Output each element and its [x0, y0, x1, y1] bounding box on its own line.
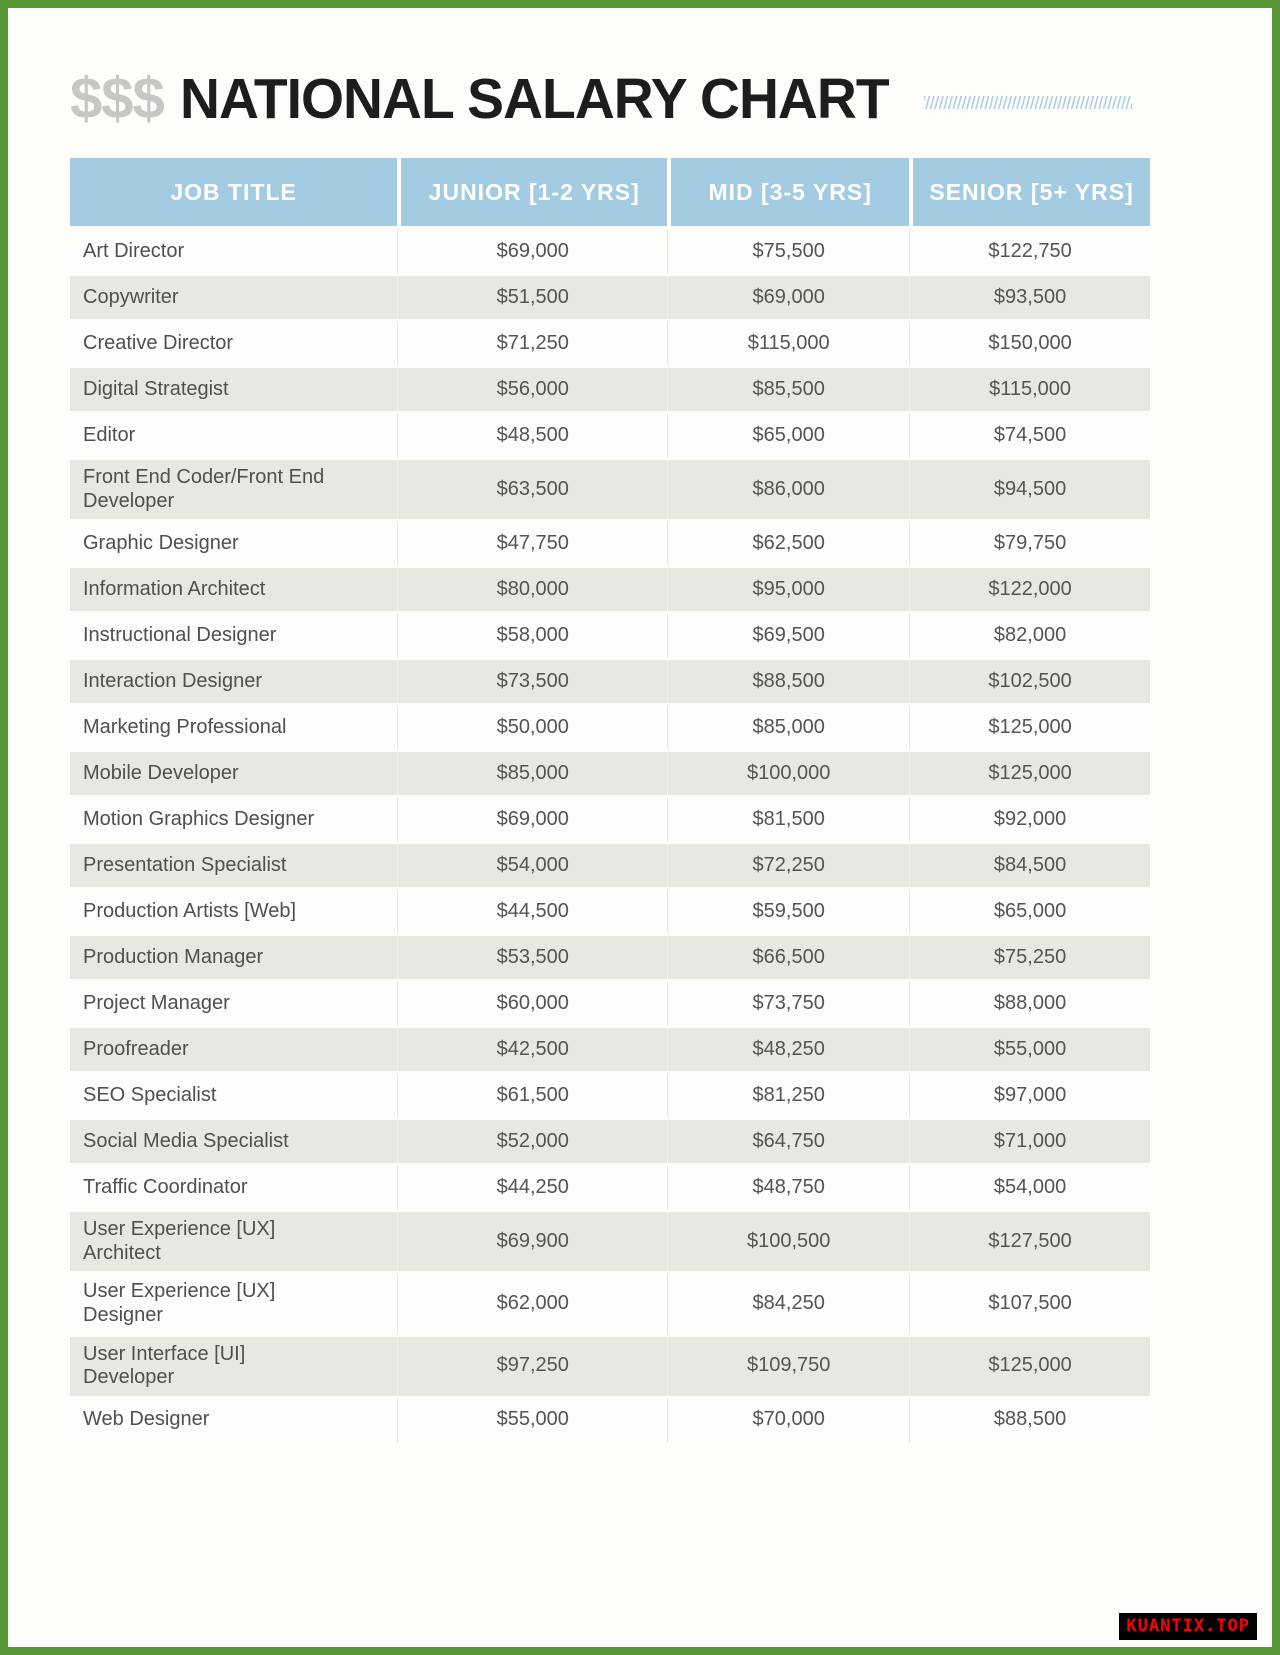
job-title-cell: Traffic Coordinator [83, 1175, 248, 1198]
page-header [70, 66, 1272, 131]
job-title-cell: Presentation Specialist [83, 853, 287, 876]
job-title-cell: User Experience [UX] Designer [83, 1280, 276, 1326]
salary-cell: $85,000 [667, 706, 909, 749]
job-title-cell: Graphic Designer [83, 531, 239, 554]
salary-cell: $53,500 [397, 936, 667, 979]
job-title-cell: User Experience [UX] Architect [83, 1218, 276, 1264]
table-row [70, 798, 1150, 841]
column-header-mid: MID [3-5 YRS] [667, 158, 909, 226]
salary-cell: $69,000 [397, 230, 667, 273]
table-row [70, 1337, 1150, 1396]
dollar-signs-icon: $$$ [70, 66, 164, 131]
table-row [70, 522, 1150, 565]
job-title-cell: Proofreader [83, 1037, 189, 1060]
salary-cell: $64,750 [667, 1120, 909, 1163]
salary-cell: $93,500 [909, 276, 1150, 319]
salary-cell: $84,250 [667, 1274, 909, 1333]
salary-cell: $56,000 [397, 368, 667, 411]
table-row [70, 982, 1150, 1025]
salary-cell: $58,000 [397, 614, 667, 657]
salary-cell: $97,250 [397, 1337, 667, 1396]
salary-cell: $48,250 [667, 1028, 909, 1071]
salary-cell: $44,250 [397, 1166, 667, 1209]
salary-cell: $60,000 [397, 982, 667, 1025]
salary-cell: $122,000 [909, 568, 1150, 611]
salary-cell: $125,000 [909, 706, 1150, 749]
column-header-junior: JUNIOR [1-2 YRS] [397, 158, 667, 226]
salary-table [70, 158, 1150, 1442]
salary-cell: $63,500 [397, 460, 667, 519]
salary-cell: $95,000 [667, 568, 909, 611]
salary-cell: $109,750 [667, 1337, 909, 1396]
salary-cell: $92,000 [909, 798, 1150, 841]
salary-cell: $86,000 [667, 460, 909, 519]
salary-cell: $48,500 [397, 414, 667, 457]
salary-cell: $52,000 [397, 1120, 667, 1163]
table-row [70, 1074, 1150, 1117]
salary-cell: $59,500 [667, 890, 909, 933]
table-row [70, 1028, 1150, 1071]
job-title-cell: SEO Specialist [83, 1083, 217, 1106]
table-row [70, 230, 1150, 273]
job-title-cell: Project Manager [83, 991, 230, 1014]
salary-cell: $70,000 [667, 1399, 909, 1442]
salary-cell: $66,500 [667, 936, 909, 979]
salary-cell: $50,000 [397, 706, 667, 749]
salary-cell: $55,000 [909, 1028, 1150, 1071]
salary-cell: $85,000 [397, 752, 667, 795]
salary-cell: $75,250 [909, 936, 1150, 979]
salary-cell: $94,500 [909, 460, 1150, 519]
salary-cell: $47,750 [397, 522, 667, 565]
watermark: KUANTIX.TOP [1119, 1613, 1257, 1640]
salary-cell: $107,500 [909, 1274, 1150, 1333]
column-header-senior: SENIOR [5+ YRS] [909, 158, 1150, 226]
table-row [70, 890, 1150, 933]
table-row [70, 1120, 1150, 1163]
page-title: NATIONAL SALARY CHART [179, 66, 889, 131]
salary-cell: $62,000 [397, 1274, 667, 1333]
salary-cell: $48,750 [667, 1166, 909, 1209]
salary-cell: $127,500 [909, 1212, 1150, 1271]
table-row [70, 460, 1150, 519]
table-header-row [70, 158, 1150, 226]
salary-cell: $42,500 [397, 1028, 667, 1071]
table-row [70, 660, 1150, 703]
table-row [70, 1399, 1150, 1442]
table-row [70, 568, 1150, 611]
salary-cell: $69,000 [397, 798, 667, 841]
salary-cell: $73,500 [397, 660, 667, 703]
salary-cell: $65,000 [909, 890, 1150, 933]
table-row [70, 706, 1150, 749]
salary-cell: $85,500 [667, 368, 909, 411]
table-body [70, 230, 1150, 1442]
salary-cell: $54,000 [909, 1166, 1150, 1209]
salary-cell: $102,500 [909, 660, 1150, 703]
salary-cell: $115,000 [667, 322, 909, 365]
salary-cell: $88,500 [667, 660, 909, 703]
job-title-cell: Social Media Specialist [83, 1129, 289, 1152]
salary-cell: $55,000 [397, 1399, 667, 1442]
salary-cell: $71,250 [397, 322, 667, 365]
salary-cell: $73,750 [667, 982, 909, 1025]
salary-cell: $54,000 [397, 844, 667, 887]
salary-cell: $62,500 [667, 522, 909, 565]
column-header-job-title: JOB TITLE [70, 158, 397, 226]
table-row [70, 1274, 1150, 1333]
table-row [70, 368, 1150, 411]
job-title-cell: Copywriter [83, 285, 179, 308]
salary-cell: $69,000 [667, 276, 909, 319]
table-row [70, 936, 1150, 979]
table-row [70, 276, 1150, 319]
job-title-cell: Production Artists [Web] [83, 899, 297, 922]
salary-cell: $51,500 [397, 276, 667, 319]
table-row [70, 1166, 1150, 1209]
job-title-cell: Instructional Designer [83, 623, 277, 646]
table-row [70, 1212, 1150, 1271]
job-title-cell: User Interface [UI] Developer [83, 1342, 246, 1389]
salary-cell: $122,750 [909, 230, 1150, 273]
job-title-cell: Digital Strategist [83, 377, 229, 400]
table-row [70, 414, 1150, 457]
salary-cell: $69,500 [667, 614, 909, 657]
salary-cell: $97,000 [909, 1074, 1150, 1117]
salary-cell: $82,000 [909, 614, 1150, 657]
job-title-cell: Information Architect [83, 577, 266, 600]
salary-cell: $74,500 [909, 414, 1150, 457]
table-row [70, 844, 1150, 887]
salary-cell: $125,000 [909, 752, 1150, 795]
job-title-cell: Art Director [83, 239, 185, 262]
salary-cell: $80,000 [397, 568, 667, 611]
salary-cell: $65,000 [667, 414, 909, 457]
job-title-cell: Marketing Professional [83, 715, 287, 738]
salary-cell: $81,500 [667, 798, 909, 841]
job-title-cell: Production Manager [83, 945, 264, 968]
job-title-cell: Motion Graphics Designer [83, 807, 315, 830]
job-title-cell: Front End Coder/Front End Developer [83, 466, 325, 512]
salary-cell: $61,500 [397, 1074, 667, 1117]
salary-cell: $150,000 [909, 322, 1150, 365]
job-title-cell: Interaction Designer [83, 669, 262, 692]
salary-cell: $79,750 [909, 522, 1150, 565]
wave-decoration-icon [924, 96, 1132, 109]
table-row [70, 752, 1150, 795]
salary-cell: $84,500 [909, 844, 1150, 887]
salary-cell: $125,000 [909, 1337, 1150, 1396]
salary-cell: $69,900 [397, 1212, 667, 1271]
salary-cell: $44,500 [397, 890, 667, 933]
salary-cell: $115,000 [909, 368, 1150, 411]
salary-cell: $71,000 [909, 1120, 1150, 1163]
job-title-cell: Creative Director [83, 331, 234, 354]
job-title-cell: Editor [83, 423, 136, 446]
salary-cell: $100,000 [667, 752, 909, 795]
job-title-cell: Web Designer [83, 1408, 210, 1431]
salary-cell: $88,500 [909, 1399, 1150, 1442]
salary-cell: $75,500 [667, 230, 909, 273]
table-row [70, 614, 1150, 657]
salary-cell: $88,000 [909, 982, 1150, 1025]
job-title-cell: Mobile Developer [83, 761, 239, 784]
salary-cell: $100,500 [667, 1212, 909, 1271]
salary-cell: $81,250 [667, 1074, 909, 1117]
table-row [70, 322, 1150, 365]
salary-cell: $72,250 [667, 844, 909, 887]
